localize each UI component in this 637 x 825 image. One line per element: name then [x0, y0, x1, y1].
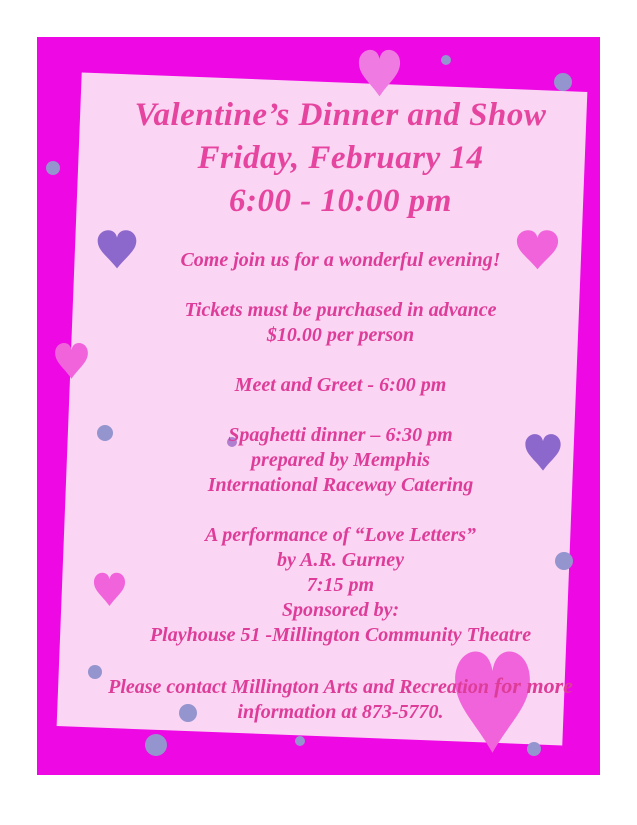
- title-line-1: Valentine’s Dinner and Show: [134, 97, 547, 133]
- contact-line-2: information at 873-5770.: [237, 701, 444, 723]
- contact-emphasis: for more: [494, 673, 573, 698]
- confetti-dot: [554, 73, 572, 91]
- confetti-dot: [145, 734, 167, 756]
- dinner-line-1: Spaghetti dinner – 6:30 pm: [228, 424, 453, 446]
- tickets-line-1: Tickets must be purchased in advance: [184, 299, 497, 321]
- show-line-2: by A.R. Gurney: [276, 549, 405, 571]
- tickets-line-2: $10.00 per person: [266, 324, 415, 346]
- dinner-line-2: prepared by Memphis: [251, 449, 430, 471]
- show-line-1: A performance of “Love Letters”: [204, 524, 477, 546]
- dinner-line-3: International Raceway Catering: [207, 474, 474, 496]
- show-line-4: Sponsored by:: [281, 599, 400, 621]
- flyer-text: [58, 94, 623, 725]
- contact-prefix: Please contact Millington Arts and Recreation: [108, 676, 495, 698]
- show-line-5: Playhouse 51 -Millington Community Theatre: [149, 624, 532, 646]
- confetti-dot: [527, 742, 541, 756]
- contact-line-1: [58, 673, 623, 700]
- meet-greet-line: Meet and Greet - 6:00 pm: [234, 374, 447, 396]
- confetti-dot: [295, 736, 305, 746]
- confetti-dot: [441, 55, 451, 65]
- title-line-3: 6:00 - 10:00 pm: [229, 183, 452, 219]
- title-line-2: Friday, February 14: [197, 140, 484, 176]
- intro-line: Come join us for a wonderful evening!: [180, 249, 501, 271]
- show-line-3: 7:15 pm: [306, 574, 375, 596]
